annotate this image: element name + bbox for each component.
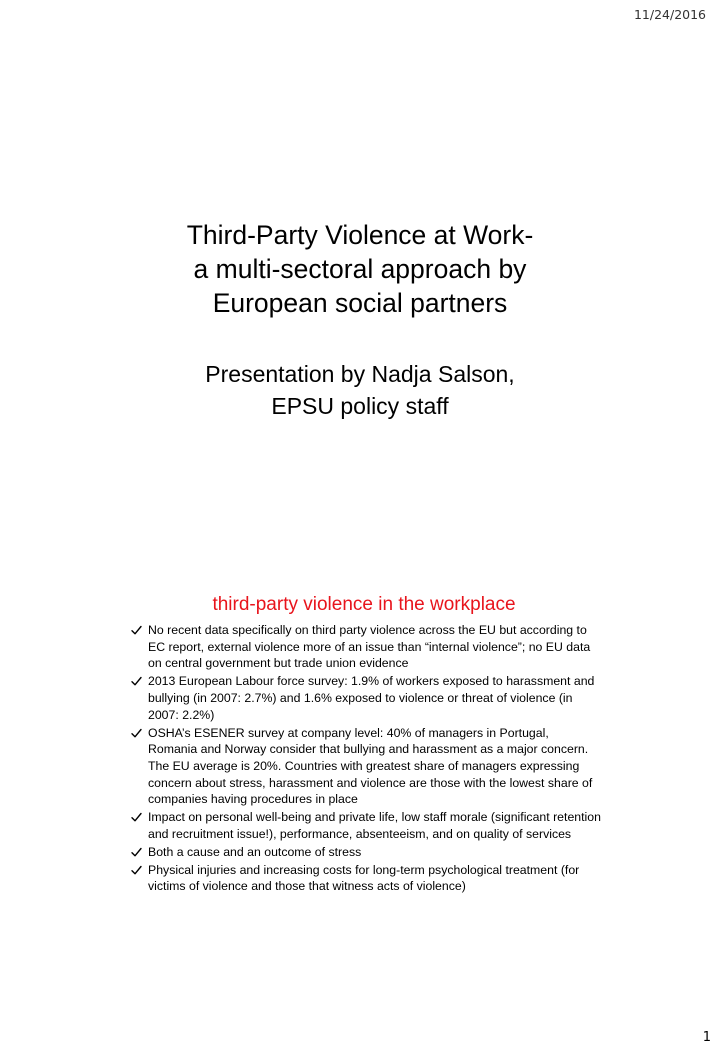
- check-mark-icon: [131, 673, 143, 689]
- bullet-item: [131, 725, 601, 809]
- bullet-item: [131, 844, 601, 861]
- bullet-item: [131, 862, 601, 895]
- page-number: 1: [702, 1030, 711, 1045]
- bullet-item: [131, 622, 601, 672]
- content-slide-title: third-party violence in the workplace: [212, 594, 516, 615]
- check-mark-icon: [131, 844, 143, 860]
- check-mark-icon: [131, 809, 143, 825]
- bullet-item: [131, 673, 601, 723]
- slide-title: [0, 218, 720, 320]
- title-slide: [0, 218, 720, 422]
- slide-subtitle: [0, 358, 720, 422]
- bullet-text: Physical injuries and increasing costs for long-term psychological treatment (for victims of violence and those that witness acts of violence): [148, 862, 580, 894]
- bullet-text: No recent data specifically on third party violence across the EU but according to EC report, external violence more of an issue than “internal violence”; no EU data on central government but trade union evidence: [148, 623, 591, 671]
- bullet-list: [131, 622, 601, 896]
- bullet-text: OSHA’s ESENER survey at company level: 40% of managers in Portugal, Romania and Norway consider that bullying and harassment as a major concern. The EU average is 20%. Countries with greatest share of managers expressing concern about stress, harassment and violence are those with the lowest share of companies having procedures in place: [148, 725, 593, 807]
- bullet-item: [131, 809, 601, 842]
- bullet-text: 2013 European Labour force survey: 1.9% of workers exposed to harassment and bullying (in 2007: 2.7%) and 1.6% exposed to violence or threat of violence (in 2007: 2.2%): [148, 674, 595, 722]
- slide-subtitle-line: EPSU policy staff: [271, 393, 449, 419]
- page-date: 11/24/2016: [633, 7, 706, 22]
- bullet-text: Impact on personal well-being and private life, low staff morale (significant retention and recruitment issue!), performance, absenteeism, and on quality of services: [148, 810, 601, 841]
- slide-title-line: Third-Party Violence at Work-: [186, 220, 534, 250]
- bullet-text: Both a cause and an outcome of stress: [148, 844, 362, 859]
- slide-title-line: European social partners: [212, 288, 508, 318]
- check-mark-icon: [131, 862, 143, 878]
- content-slide: [0, 592, 720, 894]
- check-mark-icon: [131, 622, 143, 638]
- check-mark-icon: [131, 725, 143, 741]
- slide-title-line: a multi-sectoral approach by: [193, 254, 527, 284]
- slide-subtitle-line: Presentation by Nadja Salson,: [205, 361, 515, 387]
